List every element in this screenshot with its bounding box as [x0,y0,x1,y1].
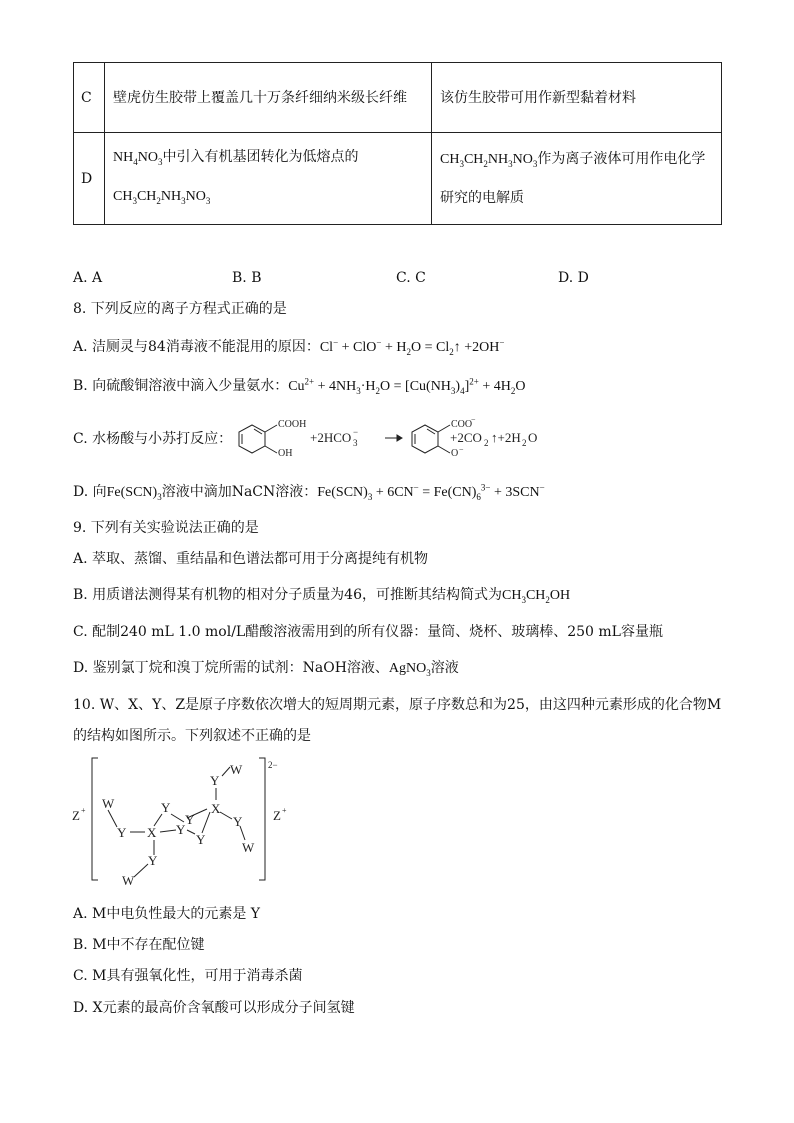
q8-b-text: B. 向硫酸铜溶液中滴入少量氨水： [73,378,289,394]
q8-c-text: C. 水杨酸与小苏打反应： [73,431,233,447]
choice-b: B. B [232,270,262,286]
compound-m-structure [70,752,300,892]
svg-text:Y: Y [176,822,186,837]
svg-text:+: + [81,806,86,815]
row-c-right: 该仿生胶带可用作新型黏着材料 [432,63,722,133]
salicylic-reaction-diagram [232,412,562,462]
q10-option-d: D. X元素的最高价含氧酸可以形成分子间氢键 [73,1000,355,1016]
svg-text:W: W [230,762,243,777]
svg-text:W: W [122,873,135,888]
svg-text:X: X [211,801,221,816]
svg-text:Y: Y [196,832,206,847]
svg-text:2: 2 [522,438,527,448]
q8-option-c [73,428,232,448]
svg-text:Z: Z [273,808,281,823]
q8-a-text: A. 洁厕灵与84消毒液不能混用的原因： [73,339,320,355]
q8-d-text-mid: 溶液中滴加NaCN溶液： [161,484,318,500]
q8-d-text-pre: D. 向 [73,484,107,500]
svg-text:Y: Y [210,773,220,788]
q9-option-a: A. 萃取、蒸馏、重结晶和色谱法都可用于分离提纯有机物 [73,551,429,567]
svg-text:↑+2H: ↑+2H [491,430,521,445]
table-row-c [74,63,722,133]
q10-option-a: A. M中电负性最大的元素是 Y [73,906,261,922]
row-d-right-text: 作为离子液体可用作电化学研究的电解质 [440,151,706,206]
q9-d-text-post: 溶液 [430,660,459,676]
q10-stem-line1: 10. W、X、Y、Z是原子序数依次增大的短周期元素，原子序数总和为25，由这四种元素形成的化合物M [73,697,722,713]
q9-option-d: D. 鉴别氯丁烷和溴丁烷所需的试剂：NaOH溶液、AgNO$_3$溶液 [73,660,459,678]
q8-option-d: D. 向$Fe(SCN)_3$溶液中滴加NaCN溶液：$Fe(SCN)_3 + 6CN^- = Fe(CN)_6^{3-} + 3SCN^-$ [73,482,545,502]
row-letter: C [74,63,105,133]
svg-text:3: 3 [353,438,358,448]
svg-text:+2CO: +2CO [450,430,482,445]
svg-text:+2HCO: +2HCO [310,430,352,445]
choice-c: C. C [396,270,426,286]
row-d-right: $CH_3CH_2NH_3NO_3$作为离子液体可用作电化学研究的电解质 [432,133,722,225]
row-d-left-text: 中引入有机基团转化为低熔点的 [162,148,359,165]
q8-option-b: B. 向硫酸铜溶液中滴入少量氨水：$Cu^{2+} + 4NH_3\cdot H_2O = [Cu(NH_3)_4]^{2+} + 4H_2O$ [73,376,526,396]
q9-b-text: B. 用质谱法测得某有机物的相对分子质量为46，可推断其结构简式为 [73,587,503,603]
q9-option-b: B. 用质谱法测得某有机物的相对分子质量为46，可推断其结构简式为$CH_3CH_2OH$ [73,587,571,605]
svg-text:−: − [353,427,359,437]
options-table [73,62,722,225]
q9-d-text-pre: D. 鉴别氯丁烷和溴丁烷所需的试剂：NaOH溶液、 [73,660,389,676]
svg-text:Z: Z [72,808,80,823]
svg-text:Y: Y [148,853,158,868]
svg-text:O: O [451,448,459,459]
q10-stem-line2: 的结构如图所示。下列叙述不正确的是 [73,728,311,744]
table-row-d [74,133,722,225]
svg-text:W: W [242,840,255,855]
svg-text:2−: 2− [268,760,278,770]
svg-text:X: X [147,825,157,840]
svg-text:O: O [528,430,538,445]
svg-text:COOH: COOH [278,419,307,430]
choice-a: A. A [73,270,103,286]
row-d-left: $NH_4NO_3$中引入有机基团转化为低熔点的 $CH_3CH_2NH_3NO_3$ [105,133,432,225]
row-letter: D [74,133,105,225]
svg-text:COO: COO [451,419,473,430]
q8-option-a: A. 洁厕灵与84消毒液不能混用的原因：$Cl^- + ClO^- + H_2O$ = $Cl_2↑ +2OH^-$ [73,337,505,357]
q10-option-c: C. M具有强氧化性，可用于消毒杀菌 [73,968,303,984]
q8-stem: 8. 下列反应的离子方程式正确的是 [73,301,287,317]
svg-text:Y: Y [117,825,127,840]
q9-stem: 9. 下列有关实验说法正确的是 [73,520,259,536]
svg-text:−: − [459,445,464,454]
q10-option-b: B. M中不存在配位键 [73,937,205,953]
svg-text:+: + [282,806,287,815]
svg-text:OH: OH [278,448,293,459]
q9-option-c: C. 配制240 mL 1.0 mol/L醋酸溶液需用到的所有仪器：量筒、烧杯、玻璃棒、250 mL容量瓶 [73,624,663,640]
svg-text:W: W [102,796,115,811]
choice-d: D. D [558,270,589,286]
row-c-left: 壁虎仿生胶带上覆盖几十万条纤细纳米级长纤维 [105,63,432,133]
svg-text:2: 2 [484,438,489,448]
svg-text:Y: Y [233,814,243,829]
svg-text:Y: Y [185,812,195,827]
svg-text:−: − [471,415,476,424]
svg-text:Y: Y [161,800,171,815]
